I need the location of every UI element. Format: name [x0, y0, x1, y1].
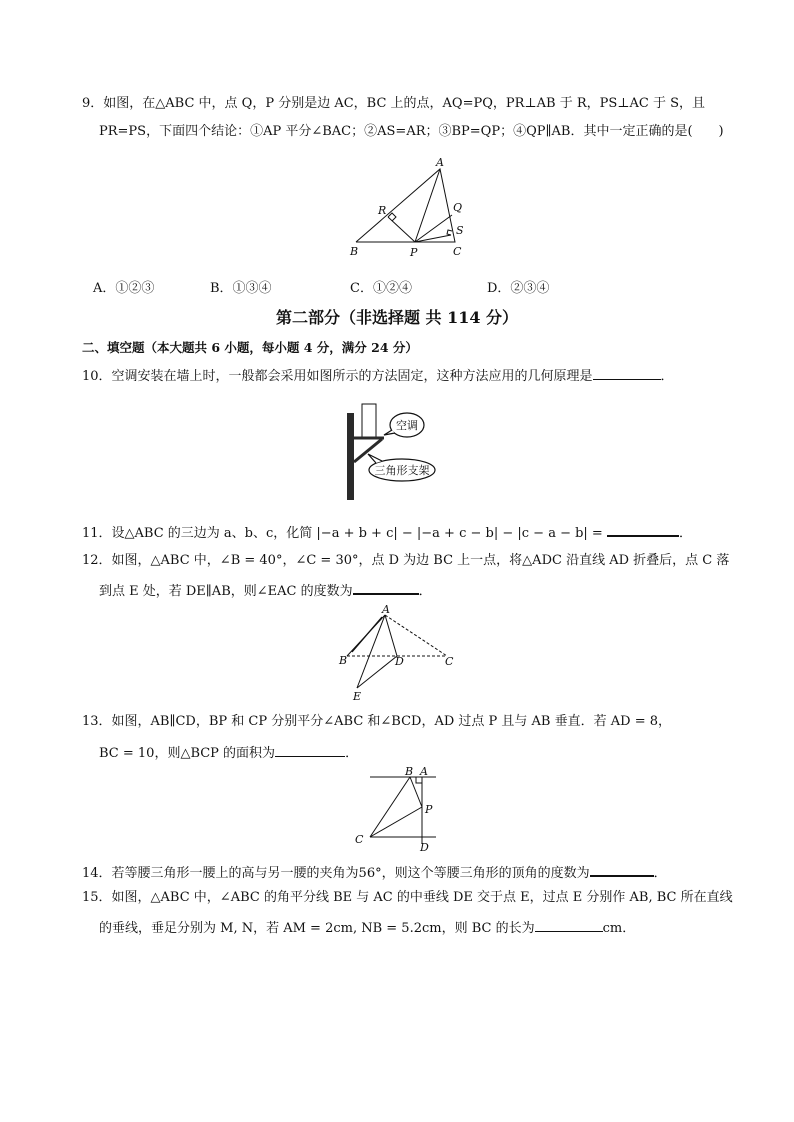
- q11-answer-blank[interactable]: [607, 522, 679, 537]
- q12-label-E: E: [353, 690, 362, 703]
- q12-line1: 12．如图，△ABC 中，∠B = 40°，∠C = 30°，点 D 为边 BC 上一点，将△ADC 沿直线 AD 折叠后，点 C 落: [82, 553, 730, 568]
- q15-answer-blank[interactable]: [535, 918, 603, 932]
- q12-answer-blank[interactable]: [353, 580, 419, 595]
- q9-choice-c: C．①②④: [350, 281, 412, 296]
- q13-end: ．: [345, 746, 359, 761]
- q13-label-A: A: [420, 765, 428, 778]
- q13-answer-blank[interactable]: [275, 743, 345, 757]
- q14-stem: 14．若等腰三角形一腰上的高与另一腰的夹角为56°，则这个等腰三角形的顶角的度数为: [82, 866, 590, 881]
- q14-end: ．: [653, 866, 667, 881]
- part2-title: 第二部分（非选择题 共 114 分）: [275, 308, 519, 327]
- q12-label-B: B: [339, 654, 348, 667]
- q13-label-C: C: [355, 833, 364, 846]
- q14-answer-blank[interactable]: [590, 862, 654, 877]
- q10-end: ．: [660, 369, 674, 384]
- q15-line2-wrap: [99, 918, 635, 938]
- q9-choice-d: D．②③④: [487, 281, 550, 296]
- q10-stem: 10．空调安装在墙上时，一般都会采用如图所示的方法固定，这种方法应用的几何原理是: [82, 369, 593, 384]
- wall: [347, 413, 354, 500]
- q11-text: [82, 522, 692, 543]
- q9-line2: PR=PS，下面四个结论：①AP 平分∠BAC；②AS=AR；③BP=QP；④QP∥AB．其中一定正确的是( ): [99, 124, 724, 139]
- q9-choice-b: B．①③④: [210, 281, 272, 296]
- q12-line2-wrap: [99, 580, 432, 601]
- q9-choice-a: A．①②③: [93, 281, 155, 296]
- q12-line2: 到点 E 处，若 DE∥AB，则∠EAC 的度数为: [99, 584, 353, 599]
- bubble-ac-text: 空调: [396, 419, 418, 432]
- q12-figure: [335, 603, 465, 703]
- q9-figure: [340, 155, 480, 265]
- q13-label-P: P: [425, 803, 433, 816]
- q13-label-D: D: [420, 841, 429, 854]
- q15-end: cm．: [602, 921, 636, 936]
- q9-label-A: A: [436, 156, 444, 169]
- q14-text: [82, 862, 667, 883]
- q13-line1: 13．如图，AB∥CD，BP 和 CP 分别平分∠ABC 和∠BCD，AD 过点 P 且与 AB 垂直．若 AD = 8，: [82, 714, 671, 729]
- q9-label-Q: Q: [453, 201, 463, 214]
- q9-label-B: B: [350, 245, 359, 258]
- q10-answer-blank[interactable]: [593, 366, 661, 380]
- q15-line1: 15．如图，△ABC 中，∠ABC 的角平分线 BE 与 AC 的中垂线 DE 交于点 E，过点 E 分别作 AB, BC 所在直线: [82, 890, 733, 905]
- q13-line2: BC = 10，则△BCP 的面积为: [99, 746, 276, 761]
- q9-line1: 9．如图，在△ABC 中，点 Q，P 分别是边 AC，BC 上的点，AQ=PQ，PR⊥AB 于 R，PS⊥AC 于 S，且: [82, 96, 706, 111]
- q12-label-C: C: [445, 655, 454, 668]
- q10-text: [82, 366, 674, 386]
- q9-label-S: S: [456, 224, 464, 237]
- q13-figure: [350, 764, 445, 854]
- q12-end: ．: [418, 584, 432, 599]
- section2-heading: 二、填空题（本大题共 6 小题，每小题 4 分，满分 24 分）: [82, 340, 418, 355]
- q11-stem: 11．设△ABC 的三边为 a、b、c，化简 |−a + b + c| − |−a + c − b| − |c − a − b| =: [82, 526, 607, 541]
- q12-label-D: D: [395, 655, 404, 668]
- q10-figure: [340, 400, 450, 505]
- q12-label-A: A: [382, 603, 390, 616]
- q9-label-C: C: [453, 245, 462, 258]
- q13-line2-wrap: [99, 743, 358, 763]
- q11-end: ．: [678, 526, 692, 541]
- q9-label-R: R: [378, 204, 387, 217]
- q15-line2: 的垂线，垂足分别为 M, N，若 AM = 2cm, NB = 5.2cm，则 BC 的长为: [99, 921, 535, 936]
- air-conditioner: [362, 404, 376, 438]
- bubble-bracket-text: 三角形支架: [374, 464, 430, 477]
- q13-label-B: B: [405, 765, 414, 778]
- q9-label-P: P: [410, 246, 418, 259]
